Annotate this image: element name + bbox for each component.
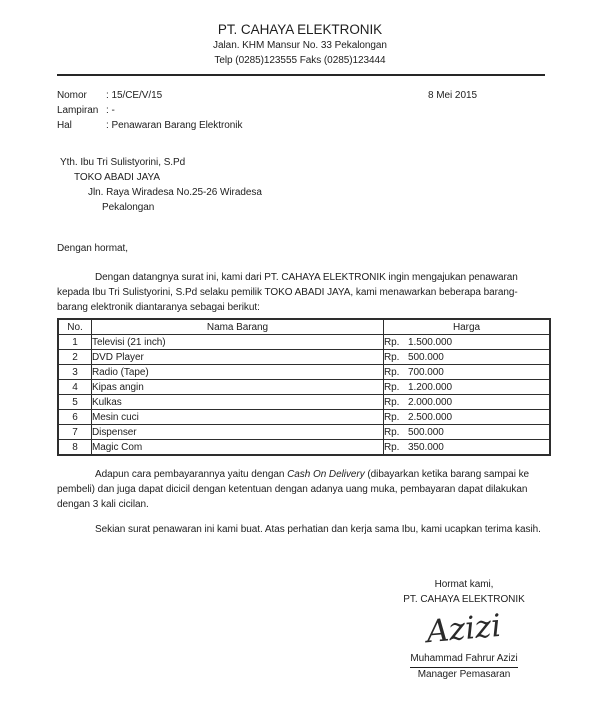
currency-prefix: Rp. xyxy=(384,426,400,438)
item-harga xyxy=(384,365,551,380)
item-nama: Radio (Tape) xyxy=(92,365,384,380)
company-contact: Telp (0285)123555 Faks (0285)123444 xyxy=(214,55,386,66)
recipient-street: Jln. Raya Wiradesa No.25-26 Wiradesa xyxy=(88,187,262,198)
meta-row-lampiran xyxy=(57,103,545,118)
hal-label: Hal xyxy=(57,120,72,131)
item-no: 7 xyxy=(58,425,92,440)
signature-closing: Hormat kami, xyxy=(434,579,494,590)
item-harga xyxy=(384,395,551,410)
signature-company: PT. CAHAYA ELEKTRONIK xyxy=(403,594,525,605)
item-no: 4 xyxy=(58,380,92,395)
letter-date: 8 Mei 2015 xyxy=(428,90,477,101)
signatory-name: Muhammad Fahrur Azizi xyxy=(410,651,517,668)
item-harga xyxy=(384,335,551,350)
signatory-name-wrap xyxy=(398,651,530,668)
item-no: 6 xyxy=(58,410,92,425)
item-no: 8 xyxy=(58,440,92,456)
table-row xyxy=(58,410,550,425)
recipient-city: Pekalongan xyxy=(102,202,155,213)
table-row xyxy=(58,425,550,440)
paragraph2-italic: Cash On Delivery xyxy=(287,469,365,480)
harga-value: 700.000 xyxy=(408,366,444,378)
header-harga: Harga xyxy=(384,319,551,335)
item-nama: Kulkas xyxy=(92,395,384,410)
item-nama: DVD Player xyxy=(92,350,384,365)
currency-prefix: Rp. xyxy=(384,381,400,393)
signature-block xyxy=(398,577,530,682)
signature-handwriting xyxy=(398,607,530,651)
body-paragraph-1: Dengan datangnya surat ini, kami dari PT. CAHAYA ELEKTRONIK ingin mengajukan penawaran kepada Ibu Tri Sulistyorini, S.Pd selaku pemilik TOKO ABADI JAYA, kami menawarkan beberapa barang-barang elektronik diantaranya sebagai berikut: xyxy=(57,272,518,313)
recipient-name: Yth. Ibu Tri Sulistyorini, S.Pd xyxy=(60,157,186,168)
item-nama: Mesin cuci xyxy=(92,410,384,425)
signature-script-text: Azizi xyxy=(425,607,503,651)
item-harga xyxy=(384,440,551,456)
item-no: 2 xyxy=(58,350,92,365)
paragraph2-after: (dibayarkan ketika barang sampai ke pembeli) dan juga dapat dicicil dengan ketentuan dengan adanya uang muka, pembayaran dapat dilakukan dengan 3 kali cicilan. xyxy=(57,469,530,510)
table-header-row xyxy=(58,319,550,335)
hal-value: : Penawaran Barang Elektronik xyxy=(106,120,243,131)
header-nama-barang: Nama Barang xyxy=(92,319,384,335)
meta-row-hal xyxy=(57,118,545,133)
harga-value: 1.200.000 xyxy=(408,381,453,393)
item-nama: Magic Com xyxy=(92,440,384,456)
item-no: 5 xyxy=(58,395,92,410)
signatory-title: Manager Pemasaran xyxy=(417,669,511,680)
item-harga xyxy=(384,380,551,395)
nomor-value: : 15/CE/V/15 xyxy=(106,90,163,101)
company-address: Jalan. KHM Mansur No. 33 Pekalongan xyxy=(213,40,387,51)
item-nama: Dispenser xyxy=(92,425,384,440)
company-name: PT. CAHAYA ELEKTRONIK xyxy=(217,22,383,37)
table-row xyxy=(58,395,550,410)
currency-prefix: Rp. xyxy=(384,396,400,408)
item-harga xyxy=(384,410,551,425)
lampiran-value: : - xyxy=(106,105,115,116)
recipient-company: TOKO ABADI JAYA xyxy=(74,172,160,183)
currency-prefix: Rp. xyxy=(384,411,400,423)
letterhead xyxy=(0,21,600,68)
harga-value: 500.000 xyxy=(408,426,444,438)
table-row xyxy=(58,365,550,380)
items-table xyxy=(57,318,551,456)
harga-value: 500.000 xyxy=(408,351,444,363)
letter-meta xyxy=(57,88,545,133)
item-no: 3 xyxy=(58,365,92,380)
recipient-block xyxy=(60,155,600,215)
harga-value: 2.500.000 xyxy=(408,411,453,423)
body-paragraph-2 xyxy=(57,467,545,512)
table-row xyxy=(58,440,550,456)
body-paragraph-3: Sekian surat penawaran ini kami buat. Atas perhatian dan kerja sama Ibu, kami ucapkan terima kasih. xyxy=(95,524,541,535)
lampiran-label: Lampiran xyxy=(57,105,99,116)
harga-value: 350.000 xyxy=(408,441,444,453)
item-harga xyxy=(384,425,551,440)
table-row xyxy=(58,350,550,365)
table-row xyxy=(58,380,550,395)
letterhead-divider xyxy=(57,74,545,76)
currency-prefix: Rp. xyxy=(384,441,400,453)
harga-value: 1.500.000 xyxy=(408,336,453,348)
nomor-label: Nomor xyxy=(57,90,87,101)
paragraph2-before: Adapun cara pembayarannya yaitu dengan xyxy=(95,469,288,480)
item-no: 1 xyxy=(58,335,92,350)
salutation: Dengan hormat, xyxy=(57,243,129,254)
currency-prefix: Rp. xyxy=(384,336,400,348)
table-row xyxy=(58,335,550,350)
currency-prefix: Rp. xyxy=(384,366,400,378)
item-nama: Televisi (21 inch) xyxy=(92,335,384,350)
harga-value: 2.000.000 xyxy=(408,396,453,408)
item-harga xyxy=(384,350,551,365)
currency-prefix: Rp. xyxy=(384,351,400,363)
item-nama: Kipas angin xyxy=(92,380,384,395)
header-no: No. xyxy=(58,319,92,335)
